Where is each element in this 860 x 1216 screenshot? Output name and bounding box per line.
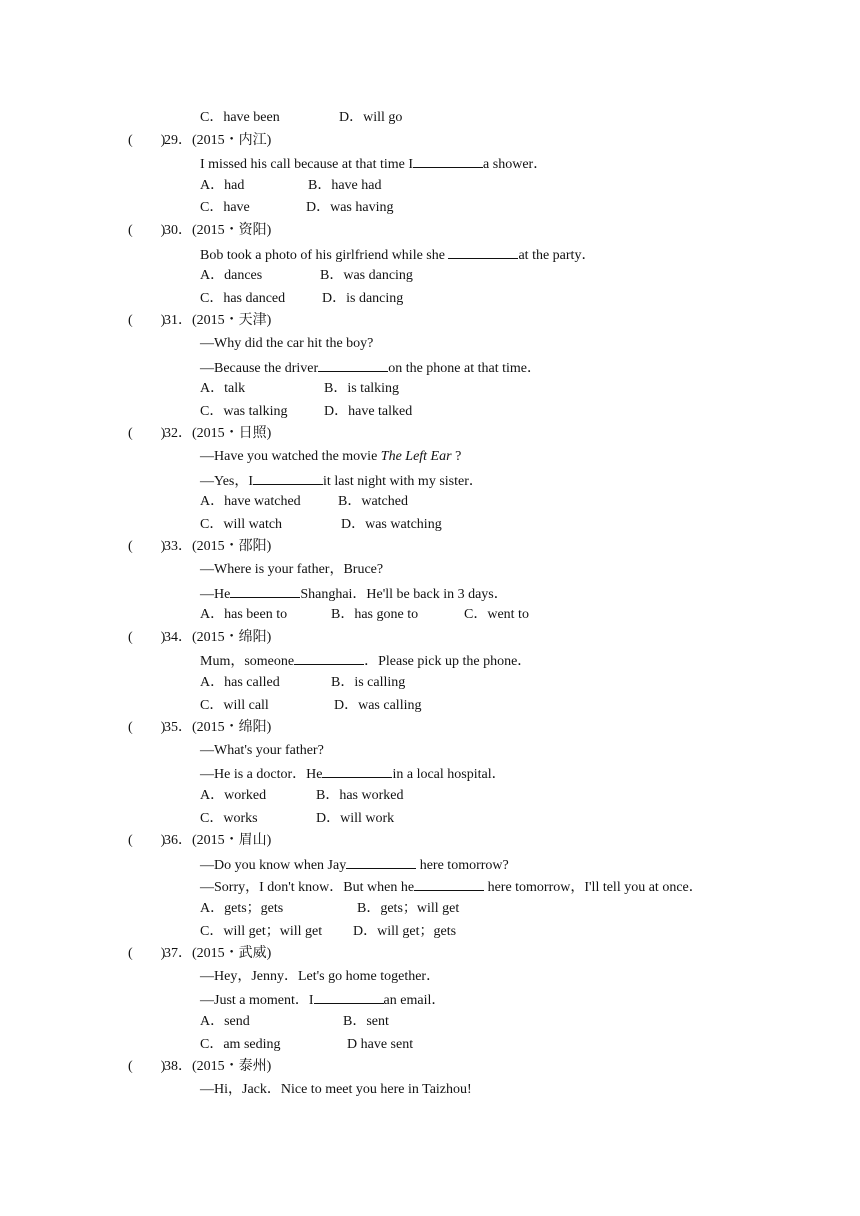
answer-option[interactable]: B．gets；will get: [357, 901, 460, 916]
question-text: [0, 154, 860, 172]
answer-option[interactable]: A．gets；gets: [200, 901, 284, 916]
options-row: [0, 810, 860, 828]
question-header: [0, 719, 860, 737]
text-segment: it last night with my sister．: [323, 473, 483, 489]
answer-option[interactable]: A．send: [200, 1014, 250, 1029]
movie-title: The Left Ear: [380, 449, 452, 464]
question-number: 35．(2015・绵阳): [164, 720, 272, 736]
options-row: [0, 403, 860, 421]
text-segment: on the phone at that time．: [388, 360, 541, 376]
text-segment: here tomorrow，I'll tell you at once．: [484, 880, 703, 896]
answer-option[interactable]: D．will work: [316, 810, 395, 826]
text-segment: —Just a moment．I: [200, 993, 314, 1009]
answer-option[interactable]: D．was watching: [341, 516, 442, 532]
answer-option[interactable]: D．is dancing: [322, 290, 404, 306]
answer-blank[interactable]: [294, 651, 364, 665]
text-segment: —He is a doctor．He: [200, 767, 323, 783]
answer-blank[interactable]: [346, 855, 416, 869]
options-row: [0, 674, 860, 692]
answer-option[interactable]: B．is calling: [331, 675, 406, 690]
answer-option[interactable]: D．have talked: [324, 403, 413, 419]
options-row: [0, 199, 860, 217]
answer-option[interactable]: D have sent: [347, 1036, 414, 1052]
answer-option[interactable]: C．will call: [200, 697, 269, 713]
question-number: 38．(2015・泰州): [164, 1059, 272, 1075]
answer-blank[interactable]: [318, 358, 388, 372]
answer-option[interactable]: B．watched: [338, 494, 408, 510]
text-segment: —Yes，I: [200, 473, 254, 489]
text-segment: at the party．: [518, 247, 596, 263]
question-number: 34．(2015・绵阳): [164, 629, 272, 645]
options-row: [0, 1036, 860, 1054]
text-segment: ?: [451, 449, 462, 464]
answer-option[interactable]: C．has danced: [200, 290, 286, 306]
question-number: 31．(2015・天津): [164, 313, 272, 329]
answer-option[interactable]: A．have watched: [200, 494, 301, 510]
question-number: 37．(2015・武威): [164, 946, 272, 962]
question-header: [0, 222, 860, 240]
answer-blank[interactable]: [413, 154, 483, 168]
options-row: [0, 787, 860, 805]
answer-option[interactable]: B．has gone to: [331, 607, 419, 623]
text-segment: —Sorry，I don't know．But when he: [200, 880, 415, 896]
answer-option[interactable]: D．was having: [306, 200, 394, 216]
options-row: [0, 267, 860, 285]
text-segment: —Hi，Jack．Nice to meet you here in Taizhou!: [200, 1081, 472, 1097]
answer-option[interactable]: C．have: [200, 200, 250, 216]
question-text: [0, 764, 860, 782]
answer-bracket[interactable]: ( ): [128, 1059, 166, 1075]
question-number: 30．(2015・资阳): [164, 223, 272, 238]
question-number: 33．(2015・邵阳): [164, 539, 272, 555]
options-row: [0, 900, 860, 918]
text-segment: in a local hospital．: [392, 767, 506, 783]
answer-option[interactable]: C．went to: [464, 607, 529, 623]
question-header: [0, 538, 860, 556]
text-segment: here tomorrow?: [416, 857, 509, 873]
answer-option[interactable]: B．have had: [308, 177, 382, 193]
answer-option[interactable]: B．was dancing: [320, 268, 413, 284]
answer-bracket[interactable]: ( ): [128, 629, 166, 645]
question-text: [0, 471, 860, 489]
question-header: [0, 629, 860, 647]
question-number: 36．(2015・眉山): [164, 833, 272, 849]
answer-bracket[interactable]: ( ): [128, 833, 166, 849]
question-number: 29．(2015・内江): [164, 132, 272, 148]
question-text: [0, 877, 860, 895]
answer-bracket[interactable]: ( ): [128, 539, 166, 555]
question-number: 32．(2015・日照): [164, 426, 272, 442]
answer-bracket[interactable]: ( ): [128, 720, 166, 736]
options-row: [0, 516, 860, 534]
options-row: [0, 177, 860, 195]
text-segment: I missed his call because at that time I: [200, 157, 414, 173]
answer-blank[interactable]: [448, 245, 518, 259]
answer-option[interactable]: D．will get；gets: [353, 923, 457, 939]
answer-option[interactable]: A．has called: [200, 675, 280, 690]
answer-bracket[interactable]: ( ): [128, 946, 166, 962]
text-segment: —Because the driver: [200, 360, 319, 376]
options-row: [0, 380, 860, 398]
answer-option[interactable]: C．will watch: [200, 516, 283, 532]
answer-option[interactable]: D．was calling: [334, 697, 422, 713]
text-segment: a shower．: [483, 157, 548, 173]
answer-option[interactable]: B．sent: [343, 1014, 389, 1029]
answer-bracket[interactable]: ( ): [128, 223, 166, 238]
answer-option[interactable]: D．will go: [339, 110, 403, 125]
answer-option[interactable]: B．is talking: [324, 381, 400, 397]
text-segment: —Why did the car hit the boy?: [200, 336, 374, 351]
options-row: [0, 606, 860, 624]
answer-bracket[interactable]: ( ): [128, 426, 166, 442]
question-text: [0, 245, 860, 263]
question-text: [0, 1081, 860, 1099]
answer-blank[interactable]: [314, 990, 384, 1004]
question-text: [0, 990, 860, 1008]
answer-option[interactable]: C．have been: [200, 110, 280, 125]
question-text: [0, 561, 860, 579]
question-text: [0, 651, 860, 669]
question-text: [0, 358, 860, 376]
answer-option[interactable]: C．was talking: [200, 403, 288, 419]
answer-blank[interactable]: [253, 471, 323, 485]
question-text: [0, 584, 860, 602]
answer-option[interactable]: A．talk: [200, 381, 246, 397]
options-row: [0, 697, 860, 715]
answer-blank[interactable]: [414, 877, 484, 891]
answer-option[interactable]: C．am seding: [200, 1036, 281, 1052]
text-segment: an email．: [383, 993, 446, 1009]
answer-option[interactable]: A．dances: [200, 268, 263, 284]
question-header: [0, 312, 860, 330]
question-text: [0, 855, 860, 873]
answer-option[interactable]: A．had: [200, 177, 245, 193]
question-header: [0, 132, 860, 150]
text-segment: —Have you watched the movie: [200, 449, 381, 464]
options-row: [0, 109, 860, 127]
answer-option[interactable]: C．will get；will get: [200, 923, 323, 939]
answer-option[interactable]: C．works: [200, 810, 258, 826]
question-header: [0, 425, 860, 443]
question-header: [0, 945, 860, 963]
question-text: [0, 335, 860, 353]
text-segment: Bob took a photo of his girlfriend while she: [200, 247, 449, 263]
answer-option[interactable]: A．has been to: [200, 607, 288, 623]
options-row: [0, 290, 860, 308]
text-segment: —What's your father?: [200, 742, 324, 758]
question-text: [0, 448, 860, 466]
question-header: [0, 832, 860, 850]
answer-bracket[interactable]: ( ): [128, 313, 166, 329]
question-text: [0, 742, 860, 760]
text-segment: —Hey，Jenny．Let's go home together．: [200, 968, 441, 984]
answer-blank[interactable]: [230, 584, 300, 598]
question-text: [0, 968, 860, 986]
text-segment: ．Please pick up the phone．: [364, 654, 532, 670]
text-segment: —He: [200, 586, 231, 602]
options-row: [0, 1013, 860, 1031]
options-row: [0, 923, 860, 941]
question-header: [0, 1058, 860, 1076]
answer-option[interactable]: B．has worked: [316, 788, 404, 803]
answer-option[interactable]: A．worked: [200, 788, 267, 803]
answer-bracket[interactable]: ( ): [128, 132, 166, 148]
text-segment: —Where is your father，Bruce?: [200, 562, 384, 577]
text-segment: —Do you know when Jay: [200, 857, 347, 873]
text-segment: Shanghai．He'll be back in 3 days．: [300, 586, 508, 602]
answer-blank[interactable]: [322, 764, 392, 778]
text-segment: Mum，someone: [200, 654, 295, 670]
options-row: [0, 493, 860, 511]
